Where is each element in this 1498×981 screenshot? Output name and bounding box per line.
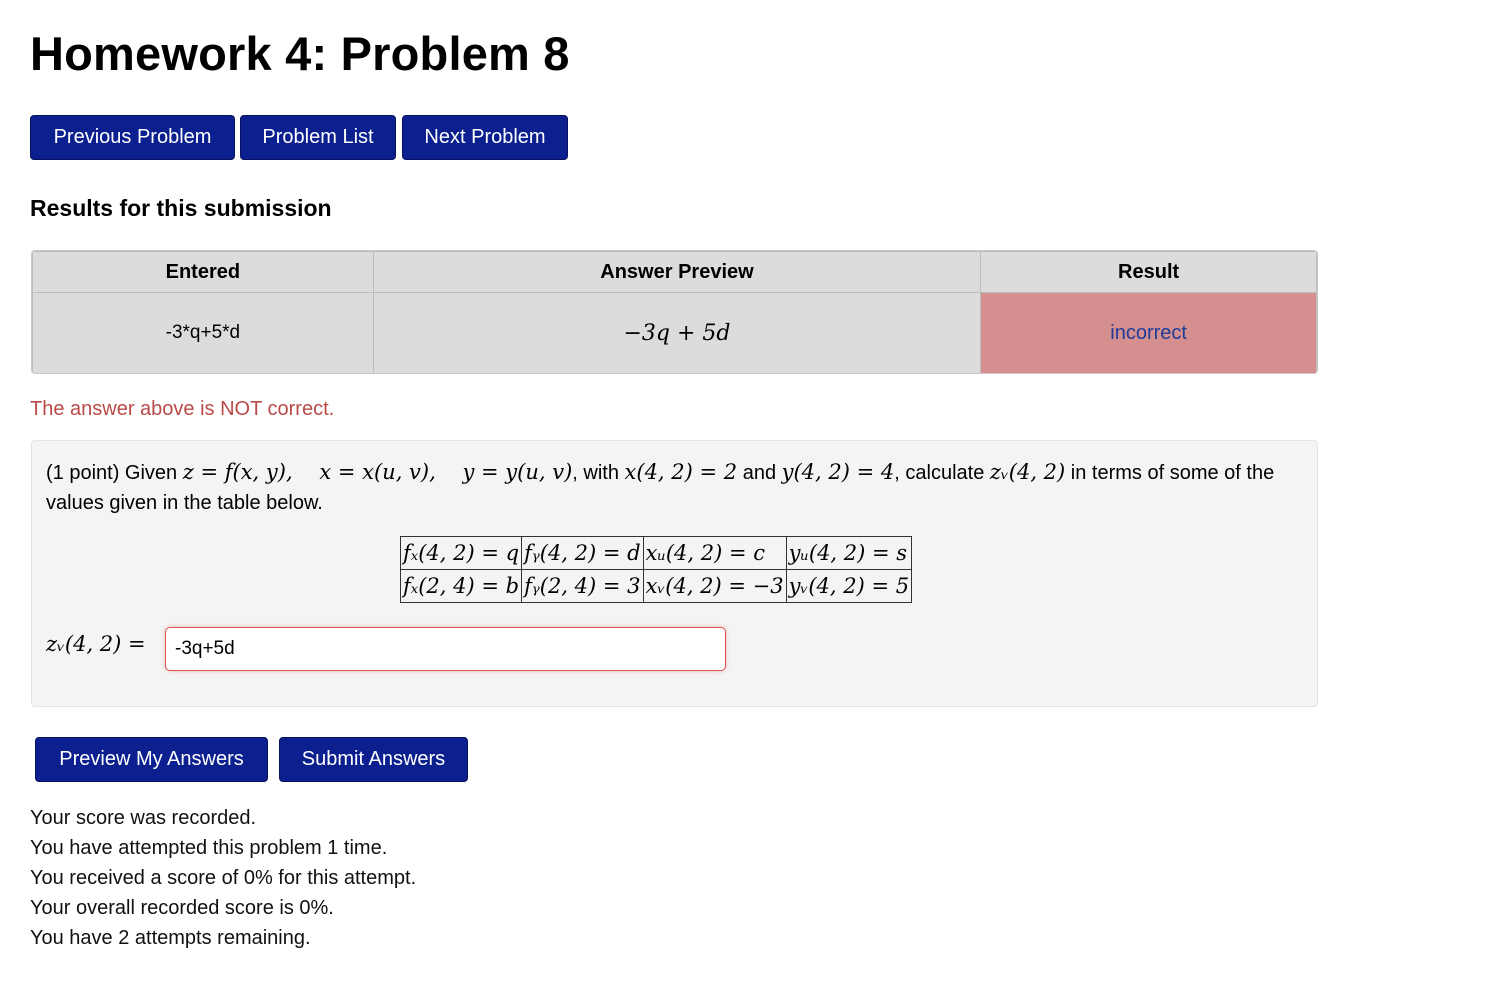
value-cell: yᵥ(4, 2) = 5 xyxy=(786,570,911,603)
calculate-word: , calculate xyxy=(894,462,990,484)
problem-prefix: (1 point) Given xyxy=(46,462,183,484)
values-row xyxy=(401,570,912,603)
results-header-row xyxy=(33,252,1317,293)
results-table xyxy=(31,250,1318,374)
submit-answers-button[interactable]: Submit Answers xyxy=(279,737,468,782)
page-title: Homework 4: Problem 8 xyxy=(30,27,570,80)
column-header-answer-preview: Answer Preview xyxy=(373,252,980,293)
summary-line: Your overall recorded score is 0%. xyxy=(30,897,334,919)
condition-x: x(4, 2) = 2 xyxy=(624,460,738,484)
given-functions: z = f(x, y), x = x(u, v), y = y(u, v) xyxy=(182,460,573,484)
summary-line: You have attempted this problem 1 time. xyxy=(30,837,388,859)
with-word: , with xyxy=(572,462,625,484)
previous-problem-button[interactable]: Previous Problem xyxy=(30,115,235,160)
table-row xyxy=(33,293,1317,374)
answer-input[interactable] xyxy=(165,627,726,671)
next-problem-button[interactable]: Next Problem xyxy=(402,115,568,160)
problem-suffix: in terms of some of the values given in the table below. xyxy=(46,462,1275,514)
column-header-entered: Entered xyxy=(33,252,374,293)
value-cell: fₓ(2, 4) = b xyxy=(401,570,522,603)
value-cell: fₓ(4, 2) = q xyxy=(401,537,522,570)
value-cell: xᵥ(4, 2) = −3 xyxy=(643,570,786,603)
values-table xyxy=(400,536,912,603)
incorrect-message: The answer above is NOT correct. xyxy=(30,398,335,420)
target-expression: zᵥ(4, 2) xyxy=(989,460,1066,484)
problem-statement xyxy=(46,457,1308,518)
answer-preview-value: −3q + 5d xyxy=(373,293,980,374)
results-heading: Results for this submission xyxy=(30,195,332,221)
value-cell: fᵧ(4, 2) = d xyxy=(522,537,644,570)
summary-line: You received a score of 0% for this attempt. xyxy=(30,867,417,889)
column-header-result: Result xyxy=(981,252,1317,293)
value-cell: fᵧ(2, 4) = 3 xyxy=(522,570,644,603)
entered-value: -3*q+5*d xyxy=(33,293,374,374)
result-badge: incorrect xyxy=(981,293,1317,374)
problem-box xyxy=(31,440,1318,707)
summary-line: You have 2 attempts remaining. xyxy=(30,927,311,949)
summary-line: Your score was recorded. xyxy=(30,807,257,829)
condition-y: y(4, 2) = 4 xyxy=(781,460,895,484)
score-summary xyxy=(30,803,416,953)
values-row xyxy=(401,537,912,570)
value-cell: yᵤ(4, 2) = s xyxy=(786,537,911,570)
value-cell: xᵤ(4, 2) = c xyxy=(643,537,786,570)
problem-list-button[interactable]: Problem List xyxy=(240,115,396,160)
preview-answers-button[interactable]: Preview My Answers xyxy=(35,737,268,782)
answer-label: zᵥ(4, 2) = xyxy=(46,632,146,656)
and-word: and xyxy=(737,462,782,484)
